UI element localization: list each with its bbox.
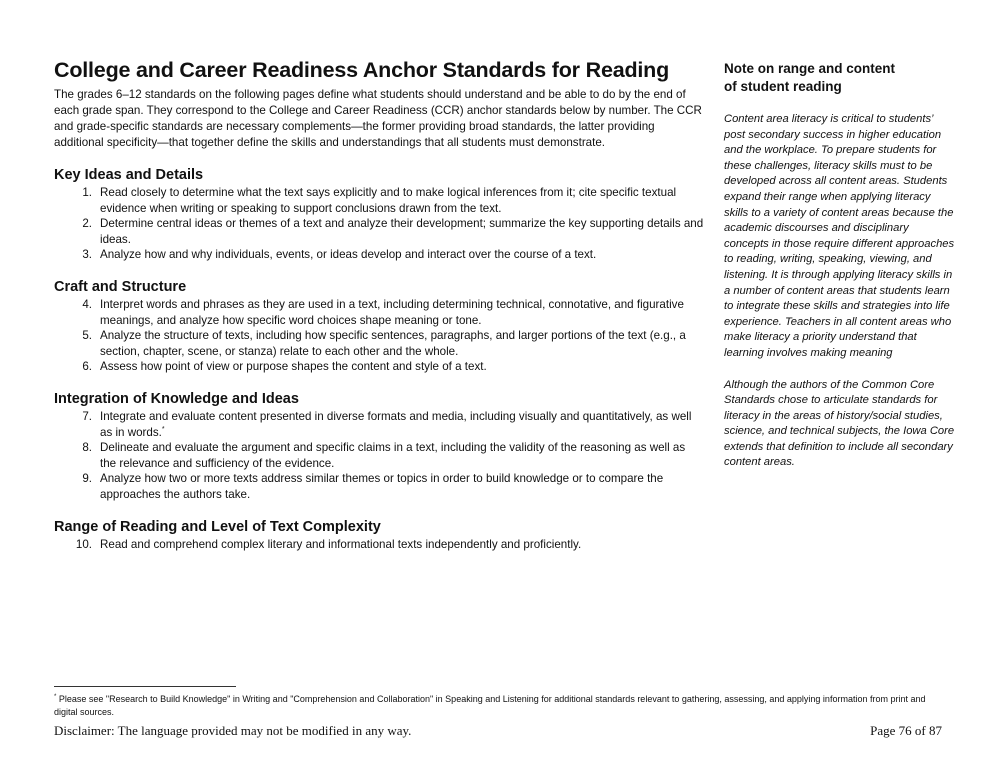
standards-list <box>54 409 704 503</box>
section-range-complexity <box>54 519 704 553</box>
standard-text: Analyze the structure of texts, including how specific sentences, paragraphs, and larger portions of the text (e.g., a section, chapter, scene, or stanza) relate to each other and the whole. <box>100 329 686 358</box>
standard-number: 8. <box>82 441 92 455</box>
footnote-reference[interactable]: * <box>161 425 165 433</box>
standard-text: Read and comprehend complex literary and informational texts independently and proficiently. <box>100 537 582 551</box>
footnote-marker: * <box>54 694 57 700</box>
standard-number: 6. <box>82 360 92 374</box>
standard-number: 7. <box>82 409 92 423</box>
section-integration <box>54 391 704 503</box>
section-key-ideas <box>54 167 704 263</box>
sidebar-note <box>724 60 956 487</box>
standard-number: 9. <box>82 472 92 486</box>
standard-item <box>54 409 704 440</box>
standard-item <box>54 247 704 263</box>
standard-text: Read closely to determine what the text says explicitly and to make logical inferences from it; cite specific textual evidence when writing or speaking to support conclusions drawn from the text. <box>100 186 677 215</box>
standard-text: Analyze how two or more texts address similar themes or topics in order to build knowledge or to compare the approaches the authors take. <box>100 472 664 501</box>
standard-number: 2. <box>82 217 92 231</box>
standard-item <box>54 297 704 328</box>
standards-list <box>54 537 704 553</box>
standard-number: 10. <box>75 537 92 551</box>
disclaimer-text: Disclaimer: The language provided may not be modified in any way. <box>54 723 412 738</box>
standards-list <box>54 297 704 375</box>
sidebar-title-line: of student reading <box>724 79 842 94</box>
section-craft-structure <box>54 279 704 375</box>
standard-text: Analyze how and why individuals, events, or ideas develop and interact over the course of a text. <box>100 248 597 262</box>
sidebar-title <box>724 60 956 96</box>
sidebar-title-line: Note on range and content <box>724 61 896 76</box>
standard-text: Integrate and evaluate content presented in diverse formats and media, including visually and quantitatively, as well as in words. <box>100 409 692 439</box>
standard-number: 1. <box>82 186 92 199</box>
standard-item <box>54 471 704 502</box>
section-heading: Range of Reading and Level of Text Complexity <box>54 518 381 535</box>
page-title: College and Career Readiness Anchor Standards for Reading <box>54 58 670 82</box>
intro-paragraph: The grades 6–12 standards on the following pages define what students should understand and be able to do by the end of each grade span. They correspond to the College and Career Readiness (CCR) anchor standards below by number. The CCR and grade-specific standards are necessary complements—the former providing broad standards, the latter providing additional specificity—that together define the skills and understandings that all students must demonstrate. <box>54 88 702 149</box>
standard-text: Determine central ideas or themes of a text and analyze their development; summarize the key supporting details and ideas. <box>100 217 704 246</box>
standard-item <box>54 216 704 247</box>
section-heading: Integration of Knowledge and Ideas <box>54 390 299 407</box>
section-heading: Craft and Structure <box>54 278 187 295</box>
footnote <box>54 693 944 718</box>
sidebar-paragraph: Content area literacy is critical to students’ post secondary success in higher education and the workplace. To prepare students for these challenges, literacy skills must to be developed across all content areas. Students expand their range when applying literacy skills to a variety of content areas because the academic discourses and disciplinary concepts in those require different approaches to reading, writing, speaking, viewing, and listening. It is through applying literacy skills in a number of content areas that students learn to integrate these skills and strategies into life experience. Teachers in all content areas who make literacy a priority understand that learning involves making meaning <box>724 113 955 359</box>
footnote-text: Please see "Research to Build Knowledge" in Writing and "Comprehension and Collaboration" in Speaking and Listening for additional standards relevant to gathering, assessing, and applying information from print and digital sources. <box>54 694 926 717</box>
standard-number: 3. <box>82 248 92 262</box>
standard-text: Assess how point of view or purpose shapes the content and style of a text. <box>100 360 487 374</box>
standard-item <box>54 537 704 553</box>
sidebar-paragraph: Although the authors of the Common Core Standards chose to articulate standards for literacy in the areas of history/social studies, science, and technical subjects, the Iowa Core extends that definition to include all secondary content areas. <box>724 378 955 469</box>
standard-text: Delineate and evaluate the argument and specific claims in a text, including the validity of the reasoning as well as the relevance and sufficiency of the evidence. <box>100 441 686 470</box>
standard-item <box>54 185 704 216</box>
standard-text: Interpret words and phrases as they are used in a text, including determining technical, connotative, and figurative meanings, and analyze how specific word choices shape meaning or tone. <box>100 297 684 327</box>
standard-item <box>54 440 704 471</box>
standard-item <box>54 328 704 359</box>
footnote-divider <box>54 686 236 687</box>
page-number: Page 76 of 87 <box>870 723 942 738</box>
standard-number: 5. <box>82 329 92 343</box>
section-heading: Key Ideas and Details <box>54 167 204 183</box>
standards-list <box>54 185 704 263</box>
standard-item <box>54 359 704 375</box>
main-content <box>54 58 704 552</box>
standard-number: 4. <box>82 297 92 311</box>
